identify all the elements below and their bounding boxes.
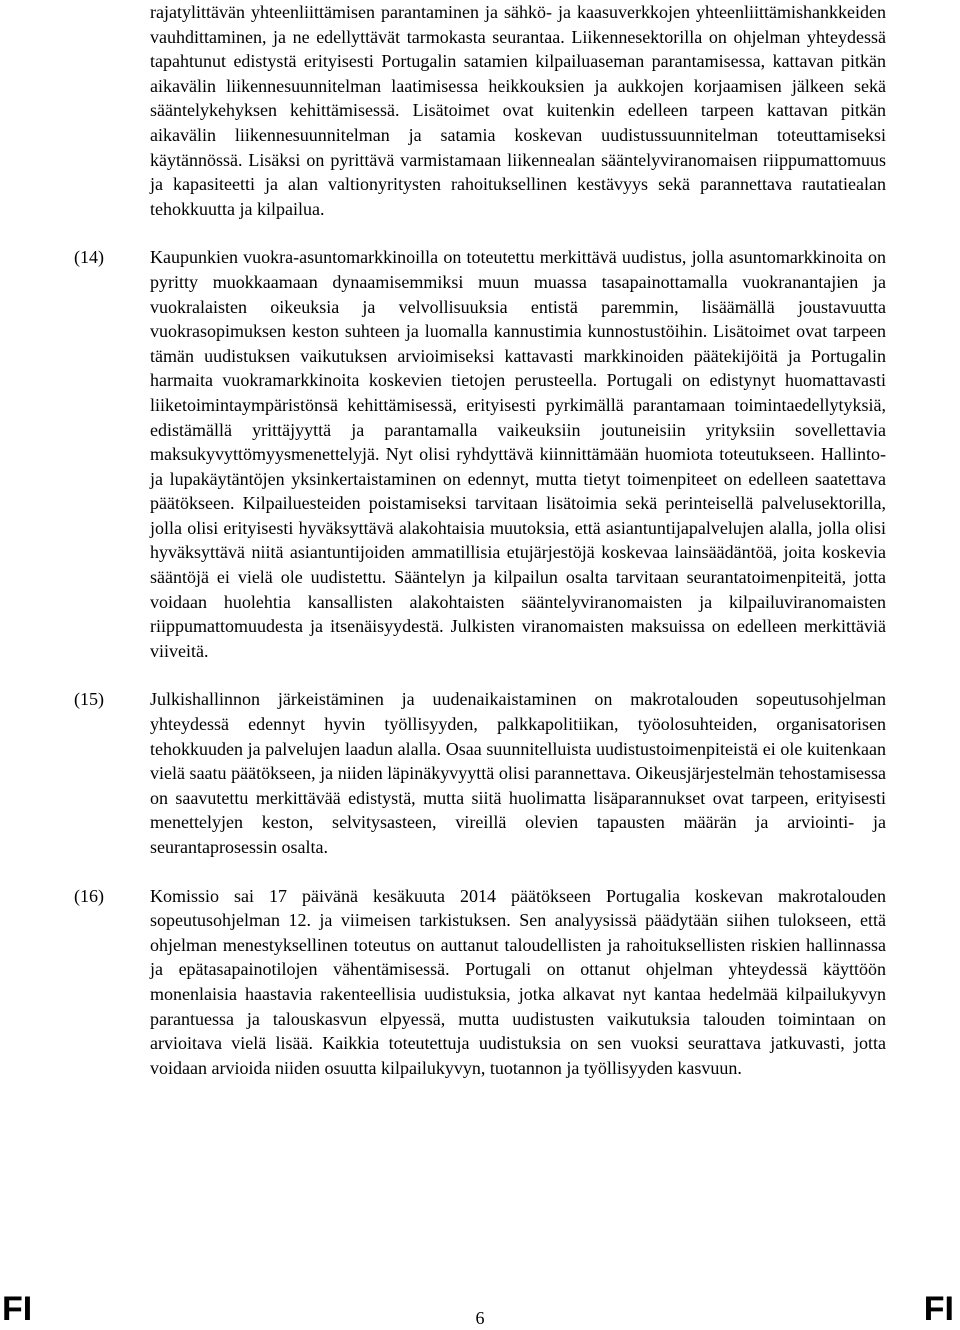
paragraph-text: Kaupunkien vuokra-asuntomarkkinoilla on toteutettu merkittävä uudistus, jolla asuntomarkkinoita on pyritty muokkaamaan dynaamisemmiksi muun muassa tasapainottamalla vuokranantajien ja vuokralaisten oikeuksia ja velvollisuuksia entistä paremmin, lisäämällä joustavuutta vuokrasopimuksen keston suhteen ja luomalla kannustimia kunnostustöihin. Lisätoimet ovat tarpeen tämän uudistuksen vaikutuksen arvioimiseksi kattavasti markkinoiden päätekijöitä ja Portugalin harmaita vuokramarkkinoita koskevien tietojen perusteella. Portugali on edistynyt huomattavasti liiketoimintaympäristönsä kehittämisessä, erityisesti pyrkimällä parantamaan toimintaedellytyksiä, edistämällä yrittäjyyttä ja parantamalla vaikeuksiin joutuneisiin yrityksiin sovellettavia maksukyvyttömyysmenettelyjä. Nyt olisi ryhdyttävä kiinnittämään huomiota toteutukseen. Hallinto- ja lupakäytäntöjen yksinkertaistaminen on edennyt, mutta tietyt toimenpiteet on edelleen saatettava päätökseen. Kilpailuesteiden poistamiseksi tarvitaan lisätoimia sekä perinteisellä palvelusektorilla, jolla olisi erityisesti hyväksyttävä alakohtaisia muutoksia, että asiantuntijapalvelujen alalla, jolla olisi hyväksyttävä niitä asiantuntijoiden ammatillisia etujärjestöjä koskevaa lainsäädäntöä, joita koskevia sääntöjä ei vielä ole uudistettu. Sääntelyn ja kilpailun osalta tarvitaan seurantatoimenpiteitä, jotta voidaan huolehtia kansallisten alakohtaisten sääntelyviranomaisten ja kilpailuviranomaisten riippumattomuudesta ja itsenäisyydestä. Julkisten viranomaisten maksuissa on edelleen merkittäviä viiveitä. <box>150 247 886 661</box>
paragraph-text: Komissio sai 17 päivänä kesäkuuta 2014 päätökseen Portugalia koskevan makrotalouden sopeutusohjelman 12. ja viimeisen tarkistuksen. Sen analyysissä päädytään siihen tulokseen, että ohjelman menestyksellinen toteutus on auttanut taloudellisten ja rahoituksellisten riskien hallinnassa ja epätasapainotilojen vähentämisessä. Portugali on ottanut ohjelman yhteydessä käyttöön monenlaisia haastavia rakenteellisia uudistuksia, jotka alkavat nyt kantaa hedelmää kilpailukyvyn parantuessa ja talouskasvun elpyessä, mutta uudistusten vaikutuksia talouden toimintaan on arvioitava vielä lisää. Kaikkia toteutettuja uudistuksia on sen vuoksi seurattava jatkuvasti, jotta voidaan arvioida niiden osuutta kilpailukyvyn, tuotannon ja työllisyyden kasvuun. <box>150 885 886 1078</box>
paragraph-15 <box>74 687 886 859</box>
paragraph-text: Julkishallinnon järkeistäminen ja uudenaikaistaminen on makrotalouden sopeutusohjelman yhteydessä edennyt hyvin työllisyyden, palkkapolitiikan, työolosuhteiden, organisatorisen tehokkuuden ja palvelujen laadun alalla. Osaa suunnitelluista uudistustoimenpiteistä ei ole kuitenkaan vielä saatu päätökseen, ja niiden läpinäkyvyyttä olisi parannettava. Oikeusjärjestelmän tehostamisessa on saavutettu merkittävää edistystä, mutta siitä huolimatta lisäparannukset ovat tarpeen, erityisesti menettelyjen keston, selvitysasteen, vireillä olevien tapausten määrän ja arviointi- ja seurantaprosessin osalta. <box>150 689 886 857</box>
paragraph-number: (16) <box>74 885 104 906</box>
document-body <box>74 0 886 1080</box>
footer-language-right: FI <box>923 1290 954 1328</box>
paragraph-16 <box>74 884 886 1081</box>
paragraph-text: rajatylittävän yhteenliittämisen parantaminen ja sähkö- ja kaasuverkkojen yhteenliittämishankkeiden vauhdittaminen, ja ne edellyttävät tarmokasta seurantaa. Liikennesektorilla on ohjelman yhteydessä tapahtunut edistystä erityisesti Portugalin satamien kilpailuaseman parantamisessa, kattavan pitkän aikavälin liikennesuunnitelman laatimisessa heikkouksien ja aukkojen korjaamisen jälkeen sekä sääntelykehyksen kehittämisessä. Lisätoimet ovat kuitenkin edelleen tarpeen kattavan pitkän aikavälin liikennesuunnitelman ja satamia koskevan uudistussuunnitelman toteuttamiseksi käytännössä. Lisäksi on pyrittävä varmistamaan liikennealan sääntelyviranomaisen riippumattomuus ja kapasiteetti ja alan valtionyritysten rahoituksellinen kestävyys sekä parannettava rautatiealan tehokkuutta ja kilpailua. <box>150 2 886 219</box>
paragraph-number: (15) <box>74 689 104 710</box>
paragraph-number: (14) <box>74 247 104 268</box>
page-number: 6 <box>475 1308 485 1328</box>
paragraph-continuation <box>150 0 886 221</box>
footer-language-left: FI <box>2 1290 33 1328</box>
paragraph-14 <box>74 245 886 663</box>
